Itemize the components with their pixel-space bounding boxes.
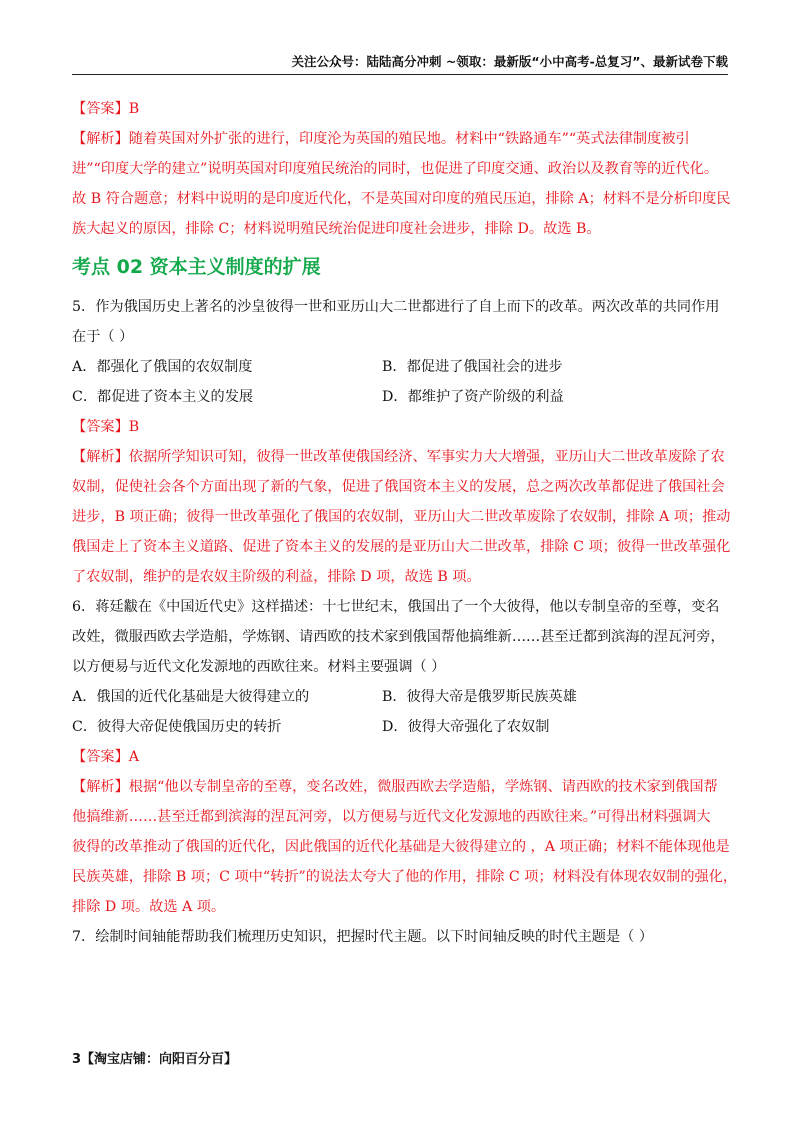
q5-analysis-line: 【解析】依据所学知识可知，彼得一世改革使俄国经济、军事实力大大增强，亚历山大二世改革废除了农 — [72, 449, 725, 465]
q4-analysis-line: 进”“印度大学的建立”说明英国对印度殖民统治的同时，也促进了印度交通、政治以及教育等的近代化。 — [72, 161, 719, 177]
q5-stem-line: 5．作为俄国历史上著名的沙皇彼得一世和亚历山大二世都进行了自上而下的改革。两次改革的共同作用 — [72, 299, 720, 315]
q6-option-d: D．彼得大帝强化了农奴制 — [382, 719, 550, 735]
page-footer: 3【淘宝店铺：向阳百分百】 — [72, 1052, 238, 1067]
q6-stem-line: 以方便易与近代文化发源地的西欧往来。材料主要强调（ ） — [72, 659, 446, 675]
q5-option-d: D．都维护了资产阶级的利益 — [382, 389, 564, 405]
q5-option-a: A．都强化了俄国的农奴制度 — [72, 359, 253, 375]
q6-options-row — [72, 712, 732, 742]
q4-analysis-line: 故 B 符合题意；材料中说明的是印度近代化，不是英国对印度的殖民压迫，排除 A；材料不是分析印度民 — [72, 191, 731, 207]
q5-analysis-line: 俄国走上了资本主义道路、促进了资本主义的发展的是亚历山大二世改革，排除 C 项；彼得一世改革强化 — [72, 539, 731, 555]
header-rule — [72, 74, 728, 75]
section-heading: 考点 02 资本主义制度的扩展 — [72, 256, 321, 278]
q5-option-c: C．都促进了资本主义的发展 — [72, 389, 254, 405]
q6-analysis-line: 他搞维新……甚至迁都到滨海的涅瓦河旁，以方便易与近代文化发源地的西欧往来。”可得出材料强调大 — [72, 809, 711, 825]
q5-analysis-line: 奴制，促使社会各个方面出现了新的气象，促进了俄国资本主义的发展，总之两次改革都促进了俄国社会 — [72, 479, 725, 495]
q5-options-row — [72, 382, 732, 412]
q5-answer: 【答案】B — [72, 419, 140, 435]
q7-stem-line: 7．绘制时间轴能帮助我们梳理历史知识，把握时代主题。以下时间轴反映的时代主题是（ ） — [72, 929, 654, 945]
q6-analysis-line: 【解析】根据“他以专制皇帝的至尊，变名改姓，微服西欧去学造船，学炼钢、请西欧的技术家到俄国帮 — [72, 779, 718, 795]
page-header: 关注公众号：陆陆高分冲刺 ~领取：最新版“小中高考-总复习”、最新试卷下载 — [291, 54, 728, 69]
q5-options-row — [72, 352, 732, 382]
q5-analysis-line: 进步，B 项正确；彼得一世改革强化了俄国的农奴制，亚历山大二世改革废除了农奴制，排除 A 项；推动 — [72, 509, 731, 525]
q6-option-b: B．彼得大帝是俄罗斯民族英雄 — [382, 689, 577, 705]
q4-analysis-line: 【解析】随着英国对外扩张的进行，印度沦为英国的殖民地。材料中“铁路通车”“英式法律制度被引 — [72, 131, 690, 147]
q6-analysis-line: 彼得的改革推动了俄国的近代化，因此俄国的近代化基础是大彼得建立的 ，A 项正确；材料不能体现他是 — [72, 839, 730, 855]
q6-option-c: C．彼得大帝促使俄国历史的转折 — [72, 719, 282, 735]
q6-stem-line: 改姓，微服西欧去学造船，学炼钢、请西欧的技术家到俄国帮他搞维新……甚至迁都到滨海的涅瓦河旁， — [72, 629, 725, 645]
q6-answer: 【答案】A — [72, 749, 139, 765]
q6-options-row — [72, 682, 732, 712]
q5-stem-line: 在于（ ） — [72, 329, 134, 345]
q6-analysis-line: 民族英雄，排除 B 项；C 项中“转折”的说法太夸大了他的作用，排除 C 项；材料没有体现农奴制的强化， — [72, 869, 738, 885]
q4-answer: 【答案】B — [72, 101, 140, 117]
q6-option-a: A．俄国的近代化基础是大彼得建立的 — [72, 689, 310, 705]
page-content — [72, 94, 738, 952]
q4-analysis-line: 族大起义的原因，排除 C；材料说明殖民统治促进印度社会进步，排除 D。故选 B。 — [72, 221, 601, 237]
q6-analysis-line: 排除 D 项。故选 A 项。 — [72, 899, 226, 915]
q5-analysis-line: 了农奴制，维护的是农奴主阶级的利益，排除 D 项，故选 B 项。 — [72, 569, 481, 585]
q6-stem-line: 6．蒋廷黻在《中国近代史》这样描述：十七世纪末，俄国出了一个大彼得，他以专制皇帝的至尊，变名 — [72, 599, 720, 615]
q5-option-b: B．都促进了俄国社会的进步 — [382, 359, 563, 375]
